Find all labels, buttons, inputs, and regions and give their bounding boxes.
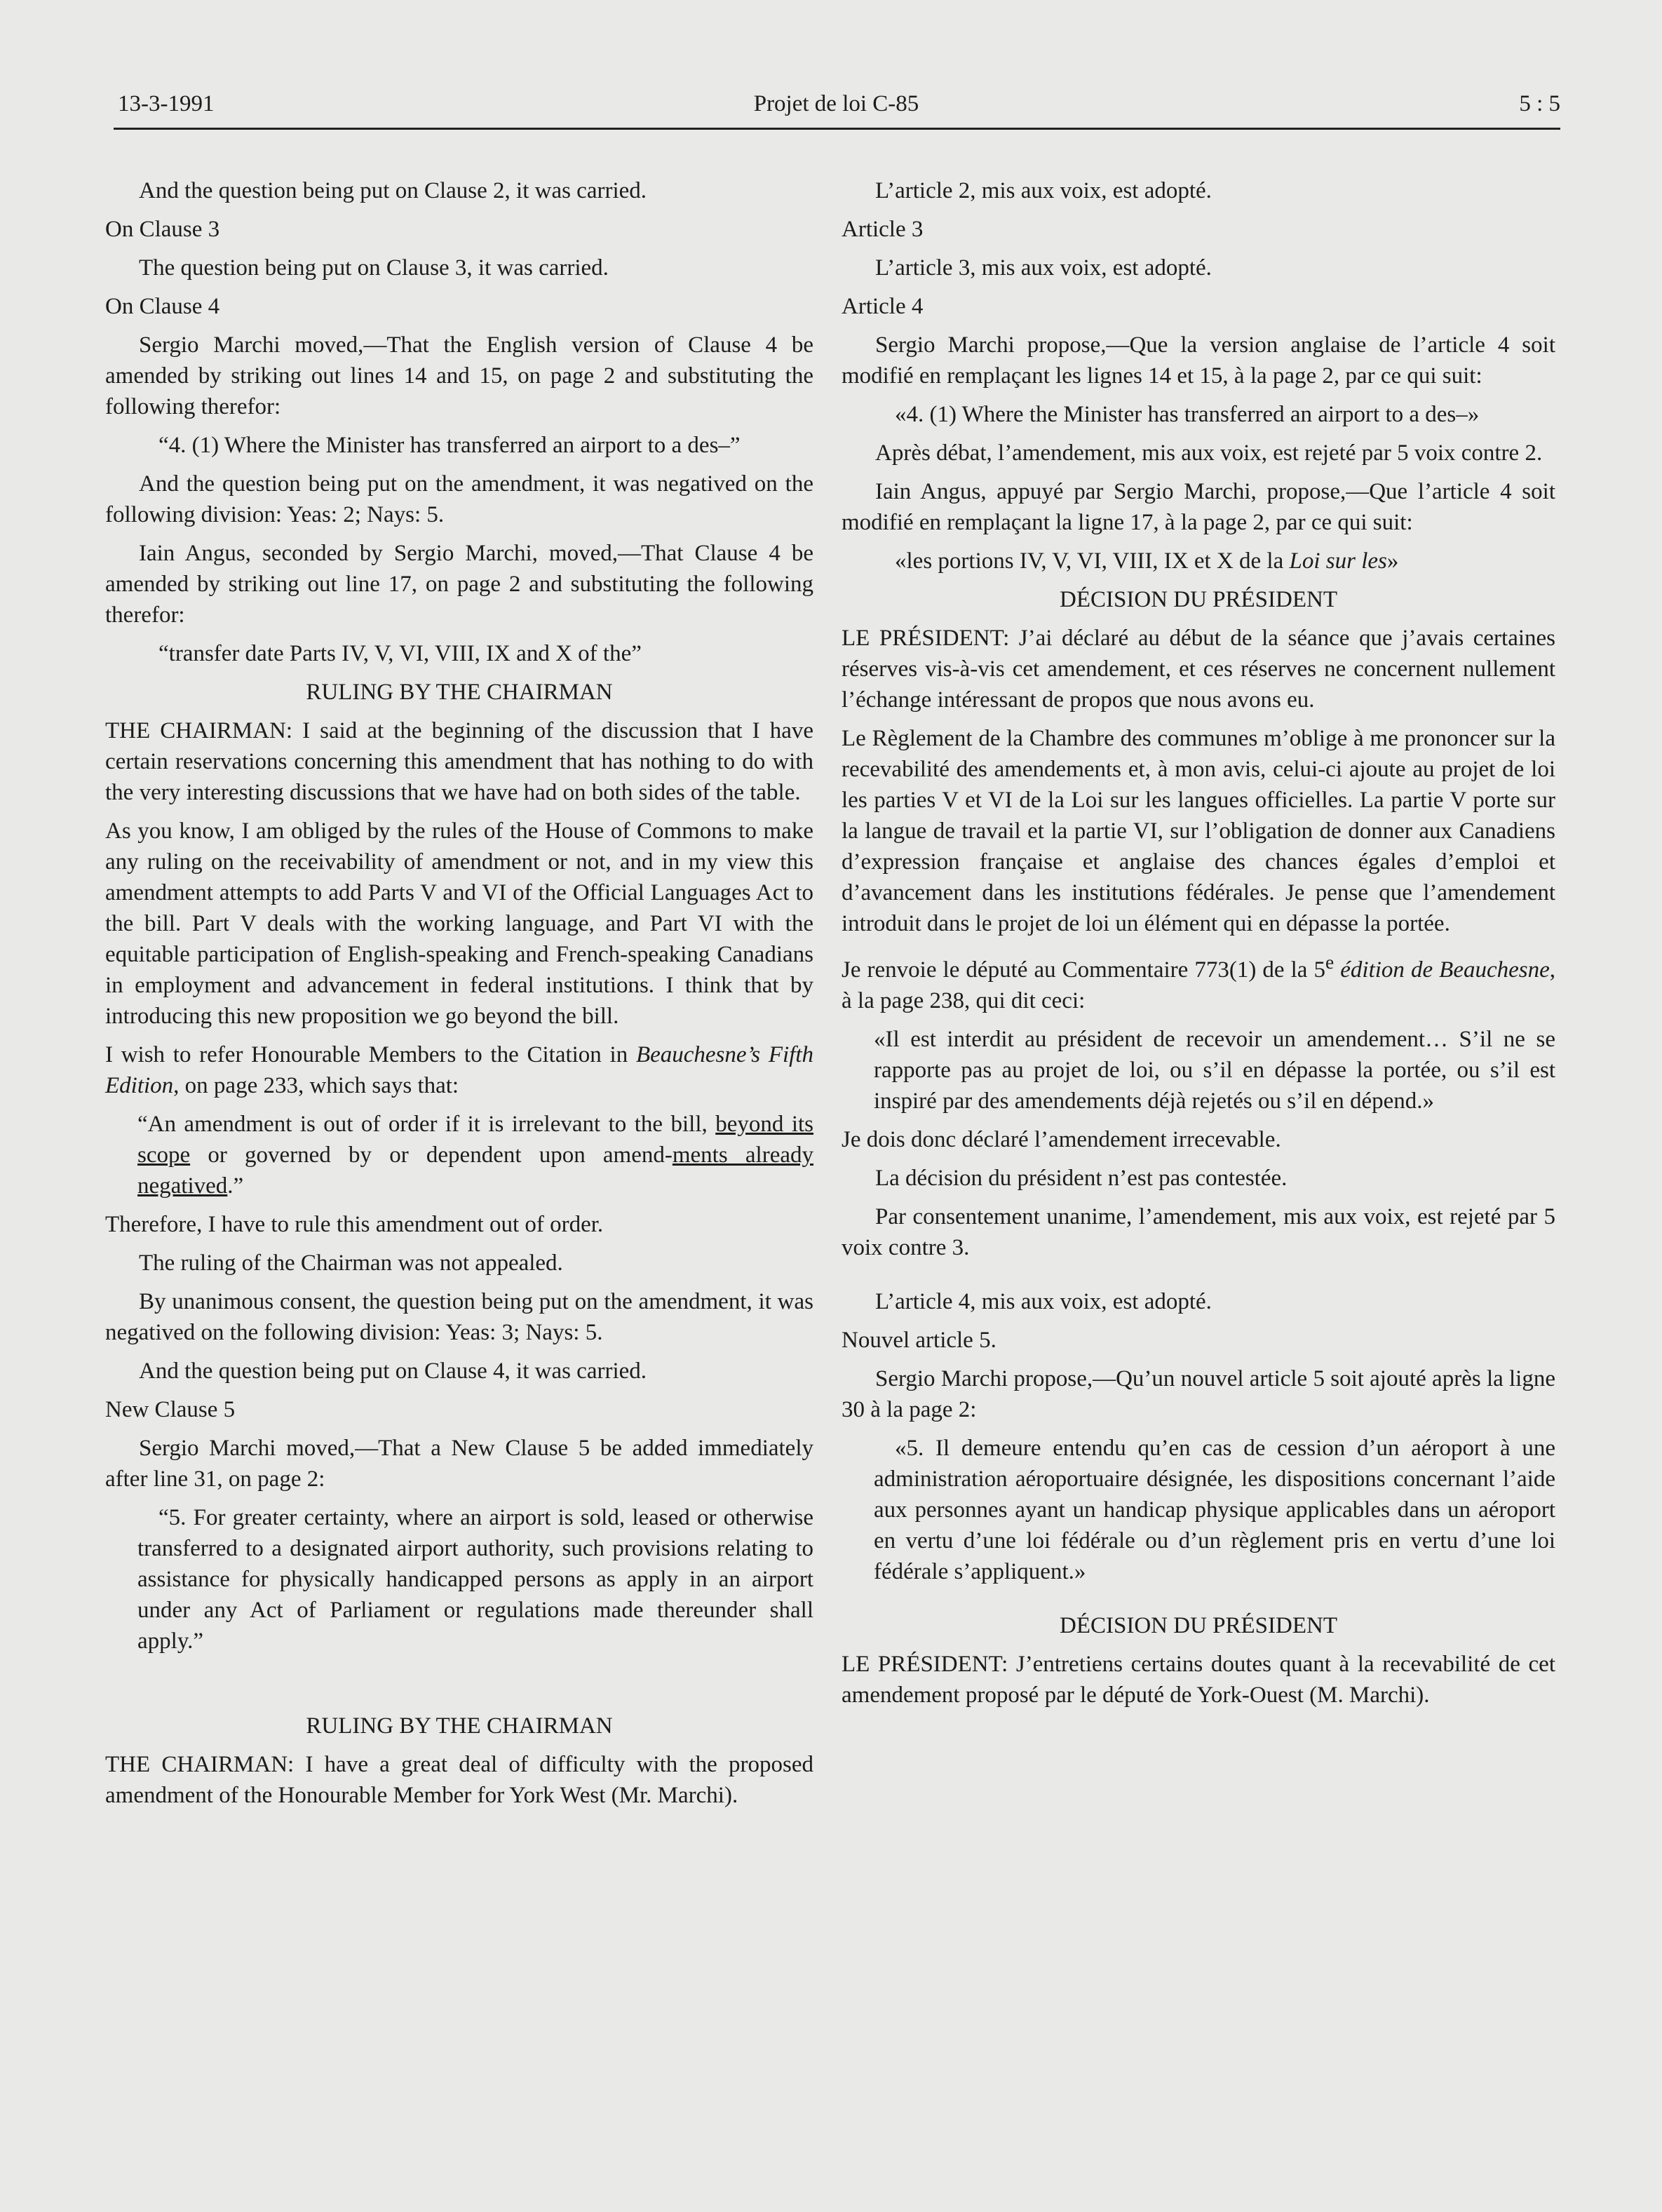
en-beauchesne-quote: “An amendment is out of order if it is irrelevant to the bill, beyond its scope or governed by or dependent upon amend-ments already negatived.” xyxy=(137,1112,814,1199)
fr-unanimous-consent: Par consentement unanime, l’amendement, mis aux voix, est rejeté par 5 voix contre 3. xyxy=(842,1204,1555,1260)
french-column xyxy=(842,175,1555,1718)
fr-amendment-rejected: Après débat, l’amendement, mis aux voix, est rejeté par 5 voix contre 2. xyxy=(875,440,1543,466)
en-ruling1-citation: I wish to refer Honourable Members to the Citation in Beauchesne’s Fifth Edition, on page 233, which says that: xyxy=(105,1042,813,1098)
header-title: Projet de loi C-85 xyxy=(753,91,919,116)
spacer xyxy=(842,1271,1555,1286)
fr-ruling1-para1: LE PRÉSIDENT: J’ai déclaré au début de la séance que j’avais certaines réserves vis-à-vis cet amendement, et ces réserves ne concernent nullement l’échange intéressant de propos que nous avons eu. xyxy=(842,626,1555,713)
header-date: 13-3-1991 xyxy=(118,91,215,116)
fr-heading-new-article5: Nouvel article 5. xyxy=(842,1328,996,1353)
fr-beauchesne-quote: «Il est interdit au président de recevoir un amendement… S’il ne se rapporte pas au projet de loi, ou s’il en dépasse la portée, ou s’il est inspiré par des amendements déjà rejetés ou s’il en dépend.» xyxy=(874,1027,1555,1114)
fr-heading-article3: Article 3 xyxy=(842,217,924,242)
en-quote-new-clause5: “5. For greater certainty, where an airport is sold, leased or otherwise transferred to a designated airport authority, such provisions relating to assistance for physically handicapped persons as apply in an airport under any Act of Parliament or regulations made thereunder shall apply.” xyxy=(137,1505,813,1654)
fr-not-contested: La décision du président n’est pas contestée. xyxy=(875,1166,1288,1191)
en-ruling1-conclusion: Therefore, I have to rule this amendment out of order. xyxy=(105,1212,604,1237)
page-header xyxy=(112,88,1560,130)
spacer xyxy=(105,1664,813,1711)
en-ruling2-para1: THE CHAIRMAN: I have a great deal of difficulty with the proposed amendment of the Honourable Member for York West (Mr. Marchi). xyxy=(105,1752,813,1808)
fr-quote-clause4: «4. (1) Where the Minister has transferred an airport to a des–» xyxy=(895,402,1480,427)
fr-article2-result: L’article 2, mis aux voix, est adopté. xyxy=(875,178,1212,203)
fr-quote-new-article5: «5. Il demeure entendu qu’en cas de cession d’un aéroport à une administration aéroportuaire désignée, les dispositions concernant l’aide aux personnes ayant un handicap physique applicables dans un aéroport en vertu d’une loi fédérale ou d’un règlement pris en vertu d’une loi fédérale s’appliquent.» xyxy=(874,1436,1555,1584)
en-heading-clause3: On Clause 3 xyxy=(105,217,220,242)
en-marchi-motion: Sergio Marchi moved,—That the English version of Clause 4 be amended by striking out lines 14 and 15, on page 2 and substituting the following therefor: xyxy=(105,332,813,419)
en-new-clause-motion: Sergio Marchi moved,—That a New Clause 5 be added immediately after line 31, on page 2: xyxy=(105,1436,813,1492)
fr-new-article-motion: Sergio Marchi propose,—Qu’un nouvel article 5 soit ajouté après la ligne 30 à la page 2: xyxy=(842,1366,1555,1422)
en-not-appealed: The ruling of the Chairman was not appealed. xyxy=(139,1250,563,1276)
en-clause4-result: And the question being put on Clause 4, it was carried. xyxy=(139,1358,647,1384)
fr-angus-motion: Iain Angus, appuyé par Sergio Marchi, propose,—Que l’article 4 soit modifié en remplaçant la ligne 17, à la page 2, par ce qui suit: xyxy=(842,479,1555,535)
header-rule xyxy=(114,128,1560,130)
fr-article4-result: L’article 4, mis aux voix, est adopté. xyxy=(875,1289,1212,1314)
english-column xyxy=(105,175,813,1819)
en-quote-clause4: “4. (1) Where the Minister has transferred an airport to a des–” xyxy=(158,433,741,458)
fr-ruling1-para2: Le Règlement de la Chambre des communes m’oblige à me prononcer sur la recevabilité des amendements et, à mon avis, celui-ci ajoute au projet de loi les parties V et VI de la Loi sur les langues officielles. La partie V porte sur la langue de travail et la partie VI, sur l’obligation de donner aux Canadiens d’expression française et anglaise des chances égales d’emploi et d’avancement dans les institutions fédérales. Je pense que l’amendement introduit dans le projet de loi un élément qui en dépasse la portée. xyxy=(842,726,1555,936)
fr-ruling-heading-2: DÉCISION DU PRÉSIDENT xyxy=(1060,1613,1337,1638)
spacer xyxy=(842,1595,1555,1610)
fr-ruling-heading-1: DÉCISION DU PRÉSIDENT xyxy=(1060,587,1337,612)
fr-ruling1-conclusion: Je dois donc déclaré l’amendement irrecevable. xyxy=(842,1127,1281,1152)
en-ruling-heading-2: RULING BY THE CHAIRMAN xyxy=(306,1713,613,1739)
fr-ruling1-citation: Je renvoie le député au Commentaire 773(1) de la 5e édition de Beauchesne, à la page 238, qui dit ceci: xyxy=(842,951,1556,1013)
en-ruling1-para2: As you know, I am obliged by the rules of the House of Commons to make any ruling on the receivability of amendment or not, and in my view this amendment attempts to add Parts V and VI of the Official Languages Act to the bill. Part V deals with the working language, and Part VI with the equitable participation of English-speaking and French-speaking Canadians in employment and advancement in federal institutions. I think that by introducing this new proposition we go beyond the bill. xyxy=(105,818,813,1029)
en-amendment-negatived: And the question being put on the amendment, it was negatived on the following division: Yeas: 2; Nays: 5. xyxy=(105,471,813,527)
en-heading-new-clause5: New Clause 5 xyxy=(105,1397,236,1422)
en-unanimous-consent: By unanimous consent, the question being put on the amendment, it was negatived on the following division: Yeas: 3; Nays: 5. xyxy=(105,1289,813,1345)
en-heading-clause4: On Clause 4 xyxy=(105,294,220,319)
en-clause2-result: And the question being put on Clause 2, it was carried. xyxy=(139,178,647,203)
fr-marchi-motion: Sergio Marchi propose,—Que la version anglaise de l’article 4 soit modifié en remplaçant les lignes 14 et 15, à la page 2, par ce qui suit: xyxy=(842,332,1555,389)
fr-heading-article4: Article 4 xyxy=(842,294,924,319)
header-page-number: 5 : 5 xyxy=(1519,91,1560,116)
en-clause3-result: The question being put on Clause 3, it was carried. xyxy=(139,255,609,281)
en-quote-transfer-date: “transfer date Parts IV, V, VI, VIII, IX and X of the” xyxy=(158,641,642,666)
fr-ruling2-para1: LE PRÉSIDENT: J’entretiens certains doutes quant à la recevabilité de cet amendement proposé par le député de York-Ouest (M. Marchi). xyxy=(842,1652,1555,1708)
en-angus-motion: Iain Angus, seconded by Sergio Marchi, moved,—That Clause 4 be amended by striking out line 17, on page 2 and substituting the following therefor: xyxy=(105,541,813,628)
en-ruling1-para1: THE CHAIRMAN: I said at the beginning of the discussion that I have certain reservations concerning this amendment that has nothing to do with the very interesting discussions that we have had on both sides of the table. xyxy=(105,718,813,805)
fr-quote-portions: «les portions IV, V, VI, VIII, IX et X de la Loi sur les» xyxy=(895,548,1399,574)
en-ruling-heading-1: RULING BY THE CHAIRMAN xyxy=(306,680,613,705)
fr-article3-result: L’article 3, mis aux voix, est adopté. xyxy=(875,255,1212,281)
